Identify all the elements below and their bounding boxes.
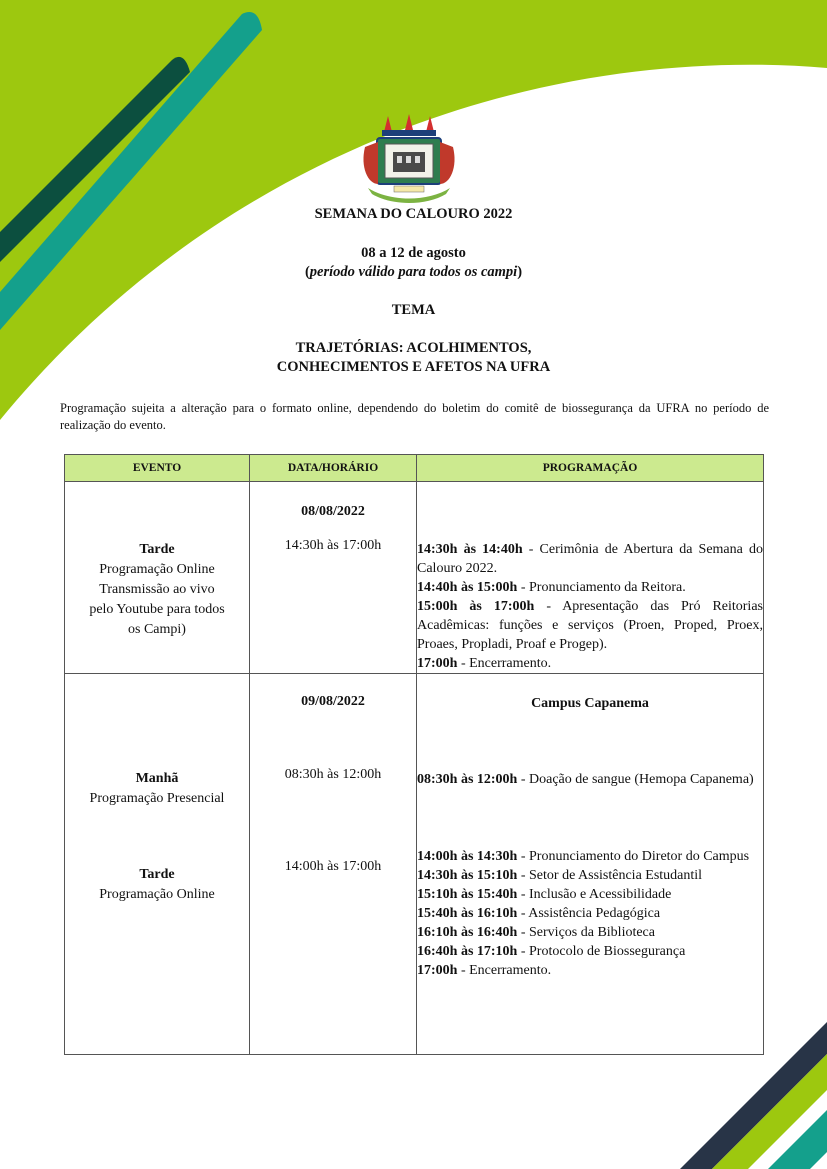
day2-morning-period: Manhã [135, 771, 179, 786]
schedule-table [64, 454, 764, 1055]
program-item [417, 770, 763, 789]
program-item-time: 17:00h [417, 656, 458, 671]
day1-date: 08/08/2022 [301, 504, 365, 519]
program-item [417, 597, 763, 654]
program-item [417, 885, 763, 904]
intro-notice: Programação sujeita a alteração para o formato online, dependendo do boletim do comitê de biossegurança da UFRA no período de realização do evento. [60, 401, 769, 432]
event-dates: 08 a 12 de agosto [361, 245, 466, 261]
event-note-text: período válido para todos os campi [309, 264, 518, 280]
program-item-desc: - Setor de Assistência Estudantil [517, 868, 703, 883]
program-item [417, 540, 763, 578]
program-item-time: 08:30h às 12:00h [417, 772, 518, 787]
event-note: (período válido para todos os campi) [304, 264, 523, 280]
day2-date: 09/08/2022 [301, 694, 365, 709]
program-item-desc: - Assistência Pedagógica [517, 906, 661, 921]
program-item-desc: - Apresentação das Pró Reitorias Acadêmicas: funções e serviços (Proen, Proped, Proex, Proaes, Propladi, Proaf e Progep). [417, 599, 763, 652]
table-row-day1 [65, 482, 764, 674]
header-evento: EVENTO [65, 455, 250, 482]
program-item-time: 16:40h às 17:10h [417, 944, 518, 959]
day1-period: Tarde [139, 542, 175, 557]
program-item-time: 14:30h às 14:40h [417, 542, 523, 557]
day2-morning-desc: Programação Presencial [89, 791, 225, 806]
program-item [417, 904, 763, 923]
program-item-desc: - Cerimônia de Abertura da Semana do Calouro 2022. [417, 542, 763, 576]
day1-program-cell [417, 482, 764, 674]
program-item [417, 866, 763, 885]
day2-afternoon-desc: Programação Online [99, 887, 215, 902]
day2-event-cell [65, 674, 250, 1055]
header-data-horario: DATA/HORÁRIO [250, 455, 417, 482]
program-item-time: 14:00h às 14:30h [417, 849, 518, 864]
program-item-time: 16:10h às 16:40h [417, 925, 518, 940]
ufra-crest-logo [360, 112, 458, 204]
program-item-desc: - Doação de sangue (Hemopa Capanema) [517, 772, 754, 787]
program-item [417, 923, 763, 942]
day1-time-cell [250, 482, 417, 674]
day1-desc-2: Transmissão ao vivo [99, 582, 215, 597]
program-item [417, 961, 763, 980]
theme-line-2: CONHECIMENTOS E AFETOS NA UFRA [276, 359, 551, 375]
day1-desc-3: pelo Youtube para todos [89, 602, 225, 617]
program-item [417, 847, 763, 866]
program-item-desc: - Encerramento. [457, 656, 552, 671]
program-item-time: 14:30h às 15:10h [417, 868, 518, 883]
program-item-desc: - Inclusão e Acessibilidade [517, 887, 672, 902]
program-item-time: 15:40h às 16:10h [417, 906, 518, 921]
day2-morning-time: 08:30h às 12:00h [284, 767, 382, 782]
program-item-desc: - Serviços da Biblioteca [517, 925, 655, 940]
program-item [417, 578, 763, 597]
program-item [417, 654, 763, 673]
day2-program-cell [417, 674, 764, 1055]
program-item-desc: - Pronunciamento do Diretor do Campus [517, 849, 750, 864]
day2-afternoon-period: Tarde [139, 867, 175, 882]
day2-time-cell [250, 674, 417, 1055]
program-item-time: 15:10h às 15:40h [417, 887, 518, 902]
program-item-time: 14:40h às 15:00h [417, 580, 518, 595]
program-item-time: 17:00h [417, 963, 458, 978]
event-title: SEMANA DO CALOURO 2022 [314, 206, 513, 222]
program-item [417, 942, 763, 961]
table-header-row [65, 455, 764, 482]
program-item-desc: - Pronunciamento da Reitora. [517, 580, 686, 595]
day1-desc-4: os Campi) [128, 622, 186, 637]
header-programacao: PROGRAMAÇÃO [417, 455, 764, 482]
program-item-desc: - Encerramento. [457, 963, 552, 978]
day2-campus: Campus Capanema [531, 696, 649, 711]
day1-time: 14:30h às 17:00h [284, 538, 382, 553]
theme-line-1: TRAJETÓRIAS: ACOLHIMENTOS, [295, 340, 532, 356]
program-item-desc: - Protocolo de Biossegurança [517, 944, 686, 959]
theme-label: TEMA [391, 302, 436, 318]
program-item-time: 15:00h às 17:00h [417, 599, 535, 614]
day1-event-cell [65, 482, 250, 674]
day2-afternoon-time: 14:00h às 17:00h [284, 859, 382, 874]
day1-desc-1: Programação Online [99, 562, 215, 577]
table-row-day2 [65, 674, 764, 1055]
